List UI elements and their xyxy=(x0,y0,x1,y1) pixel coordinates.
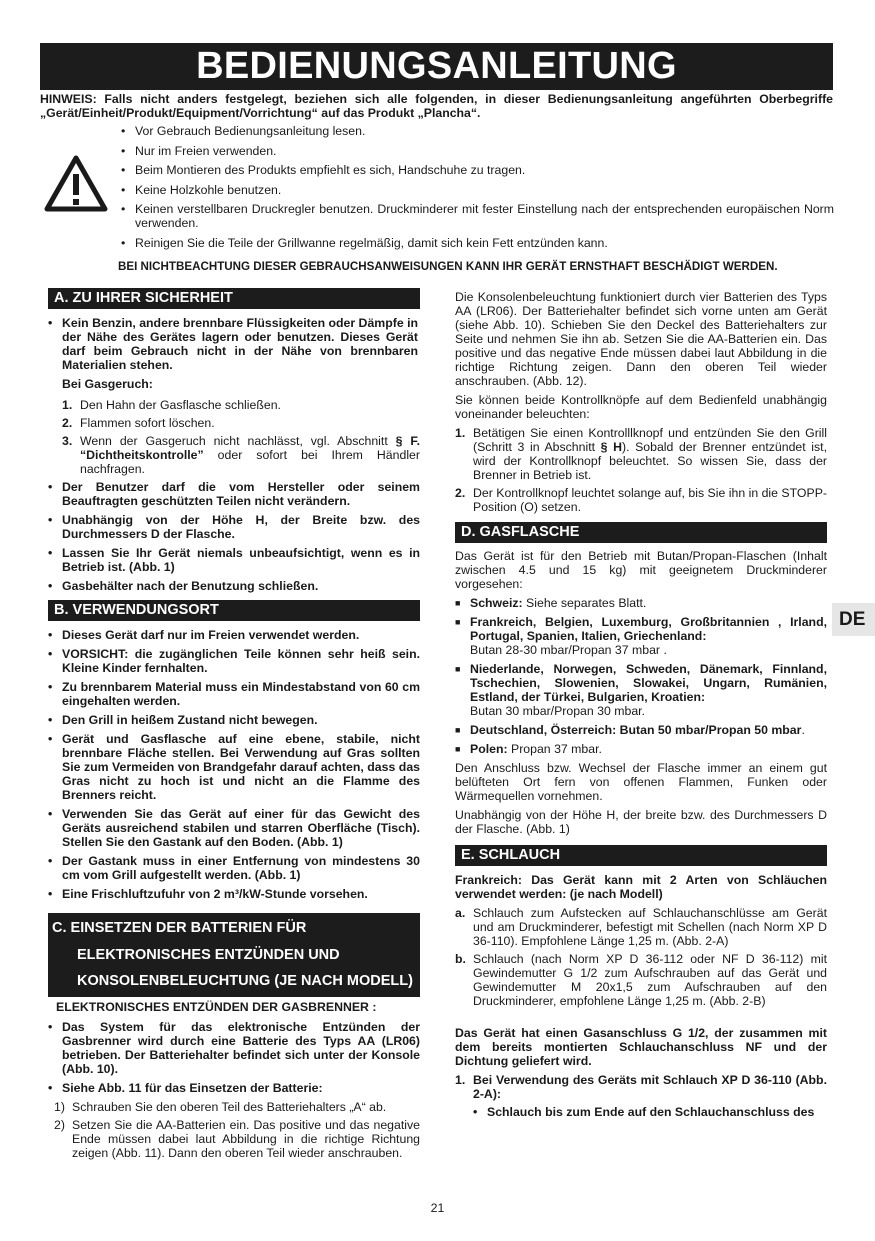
caution-text: : die zugänglichen Teile können sehr heiß sein. Kleine Kinder fernhalten. xyxy=(62,647,420,675)
page-title: BEDIENUNGSANLEITUNG xyxy=(40,43,833,90)
section-c-heading-line: KONSOLENBELEUCHTUNG (JE NACH MODELL) xyxy=(77,973,413,989)
section-reference: § F. “Dichtheitskontrolle” xyxy=(80,434,420,462)
gas-connection-paragraph: Das Gerät hat einen Gasanschluss G 1/2, der zusammen mit dem bereits montierten Schlauchanschluss NF und der Dichtung geliefert wird. xyxy=(455,1026,827,1068)
warning-triangle-icon xyxy=(44,154,108,214)
list-item: • Der Gastank muss in einer Entfernung von mindestens 30 cm vom Grill aufgestellt werden. (Abb. 1) xyxy=(48,854,420,882)
country-item xyxy=(455,596,827,610)
list-item xyxy=(455,906,827,948)
right-column xyxy=(455,290,827,1124)
country-item xyxy=(455,742,827,756)
list-item: • Verwenden Sie das Gerät auf einer für das Gewicht des Geräts ausreichend stabilen und starren Oberfläche (Tisch). Stellen Sie den Gastank auf den Boden. (Abb. 1) xyxy=(48,807,420,849)
country-item xyxy=(455,615,827,657)
list-item xyxy=(455,1073,827,1101)
country-detail: Butan 30 mbar/Propan 30 mbar. xyxy=(470,704,645,718)
gas-smell-label: Bei Gasgeruch: xyxy=(62,377,153,391)
step-number: 3. xyxy=(62,434,73,448)
step-text: Setzen Sie die AA-Batterien ein. Das positive und das negative Ende müssen dabei laut Abbildung in die richtige Richtung zeigen (Abb. 11). Dann den oberen Teil wieder anschrauben. xyxy=(72,1117,420,1160)
intro-bullet: • Nur im Freien verwenden. xyxy=(118,144,834,158)
list-item: • Den Grill in heißem Zustand nicht bewegen. xyxy=(48,713,420,727)
section-a-heading: A. ZU IHRER SICHERHEIT xyxy=(48,288,420,309)
notice-text: HINWEIS: Falls nicht anders festgelegt, beziehen sich alle folgenden, in dieser Bedienungsanleitung angeführten Oberbegriffe „Gerät/Einheit/Produkt/Equipment/Vorrichtung“ auf das Produkt „Plancha“. xyxy=(40,92,833,120)
section-c-heading-line: C. EINSETZEN DER BATTERIEN FÜR xyxy=(52,920,307,936)
step-text: Der Kontrollknopf leuchtet solange auf, bis Sie ihn in die STOPP-Position (O) setzen. xyxy=(473,486,827,514)
caution-label: VORSICHT xyxy=(62,647,125,661)
list-item: • Schlauch bis zum Ende auf den Schlauchanschluss des xyxy=(473,1105,827,1119)
country-label: ■ Frankreich, Belgien, Luxemburg, Großbritannien , Irland, Portugal, Spanien, Italien, Griechenland: xyxy=(470,615,827,643)
intro-bullet: • Vor Gebrauch Bedienungsanleitung lesen. xyxy=(118,124,834,138)
intro-bullet-list xyxy=(118,124,834,255)
country-detail: Siehe separates Blatt. xyxy=(522,596,647,610)
list-item xyxy=(54,1100,420,1114)
section-reference: § H xyxy=(600,440,622,454)
list-item: • Kein Benzin, andere brennbare Flüssigkeiten oder Dämpfe in der Nähe des Gerätes lagern oder benutzen. Dieses Gerät darf beim Gebrauch nicht in der Nähe von brennbaren Materialien stehen. xyxy=(48,316,420,372)
list-item: • Lassen Sie Ihr Gerät niemals unbeaufsichtigt, wenn es in Betrieb ist. (Abb. 1) xyxy=(48,546,420,574)
list-item: • Der Benutzer darf die vom Hersteller oder seinem Beauftragten geschützten Teilen nicht verändern. xyxy=(48,480,420,508)
country-detail: Propan 37 mbar. xyxy=(507,742,602,756)
list-item: • Unabhängig von der Höhe H, der Breite bzw. des Durchmessers D der Flasche. xyxy=(48,513,420,541)
step-text: Flammen sofort löschen. xyxy=(80,416,215,430)
section-c-heading xyxy=(48,913,420,997)
intro-bullet: • Keine Holzkohle benutzen. xyxy=(118,183,834,197)
step-number: 2) xyxy=(54,1117,65,1132)
list-item xyxy=(62,398,420,412)
intro-bullet: • Keinen verstellbaren Druckregler benutzen. Druckminderer mit fester Einstellung nach der entsprechenden europäischen Norm verwenden. xyxy=(118,202,834,230)
intro-warning: BEI NICHTBEACHTUNG DIESER GEBRAUCHSANWEISUNGEN KANN IHR GERÄT ERNSTHAFT BESCHÄDIGT WERDEN. xyxy=(118,260,778,273)
list-item xyxy=(455,486,827,514)
list-item xyxy=(455,952,827,1008)
country-label: Polen: xyxy=(470,742,508,756)
step-text: Schrauben Sie den oberen Teil des Batteriehalters „A“ ab. xyxy=(72,1099,387,1114)
list-item xyxy=(455,426,827,482)
country-label: ■ Niederlande, Norwegen, Schweden, Dänemark, Finnland, Tschechien, Slowenien, Slowakei, Ungarn, Rumänien, Estland, der Türkei, Bulgarien, Kroatien: xyxy=(470,662,827,704)
list-item: • Zu brennbarem Material muss ein Mindestabstand von 60 cm eingehalten werden. xyxy=(48,680,420,708)
country-label: Deutschland, Österreich: Butan 50 mbar/Propan 50 mbar xyxy=(470,723,802,737)
country-detail: . xyxy=(801,723,805,737)
country-detail: Butan 28-30 mbar/Propan 37 mbar . xyxy=(470,643,667,657)
hose-intro: Frankreich: Das Gerät kann mit 2 Arten von Schläuchen verwendet werden: (je nach Modell) xyxy=(455,873,827,901)
list-item: • Gerät und Gasflasche auf eine ebene, stabile, nicht brennbare Fläche stellen. Bei Verwendung auf Gras sollten Sie zum Vermeiden von Brandgefahr darauf achten, dass das Gras nicht zu hoch ist und nicht an die Flamme des Brenners reicht. xyxy=(48,732,420,802)
list-item xyxy=(62,434,420,476)
step-text: oder sofort bei Ihrem Händler nachfragen. xyxy=(80,448,420,476)
country-item xyxy=(455,662,827,718)
list-item: • Dieses Gerät darf nur im Freien verwendet werden. xyxy=(48,628,420,642)
intro-bullet: • Beim Montieren des Produkts empfiehlt es sich, Handschuhe zu tragen. xyxy=(118,163,834,177)
section-b-heading: B. VERWENDUNGSORT xyxy=(48,600,420,621)
list-item xyxy=(54,1118,420,1160)
list-item: • Das System für das elektronische Entzünden der Gasbrenner wird durch eine Batterie des Typs AA (LR06) betrieben. Der Batteriehalter befindet sich unter der Konsole (Abb. 10). xyxy=(48,1020,420,1076)
cylinder-size-paragraph: Unabhängig von der Höhe H, der breite bzw. des Durchmessers D der Flasche. (Abb. 1) xyxy=(455,808,827,836)
country-item xyxy=(455,723,827,737)
knobs-paragraph: Sie können beide Kontrollknöpfe auf dem Bedienfeld unabhängig voneinander beleuchten: xyxy=(455,393,827,421)
step-text: ). Sobald der Brenner entzündet ist, wird der Kontrollknopf beleuchtet. So wissen Sie, dass der Brenner in Betrieb ist. xyxy=(473,440,827,482)
list-item xyxy=(48,647,420,675)
step-number: 1) xyxy=(54,1099,65,1114)
step-number: 2. xyxy=(455,486,466,500)
section-c-heading-line: ELEKTRONISCHES ENTZÜNDEN UND xyxy=(77,946,340,963)
item-text: Schlauch (nach Norm XP D 36-112 oder NF D 36-112) mit Gewindemutter G 1/2 zum Aufschrauben auf das Gerät und Gewindemutter M 20x1,5 zum Aufschrauben auf den Druckminderer, empfohlene Länge 1,25 m. (Abb. 2-B) xyxy=(473,952,827,1008)
list-item: • Siehe Abb. 11 für das Einsetzen der Batterie: xyxy=(48,1081,420,1095)
section-c-subheading: ELEKTRONISCHES ENTZÜNDEN DER GASBRENNER : xyxy=(56,999,377,1014)
intro-bullet: • Reinigen Sie die Teile der Grillwanne regelmäßig, damit sich kein Fett entzünden kann. xyxy=(118,236,834,250)
section-d-heading: D. GASFLASCHE xyxy=(455,522,827,543)
step-text: Wenn der Gasgeruch nicht nachlässt, vgl. Abschnitt xyxy=(80,434,396,448)
country-label: Schweiz: xyxy=(470,596,523,610)
step-number: 2. xyxy=(62,416,73,430)
step-number: 1. xyxy=(455,1073,466,1087)
step-number: 1. xyxy=(455,426,466,440)
list-item: • Eine Frischluftzufuhr von 2 m³/kW-Stunde vorsehen. xyxy=(48,887,420,901)
item-text: Schlauch zum Aufstecken auf Schlauchanschlüsse am Gerät und am Druckminderer, befestigt mit Schellen (nach Norm XP D 36-110). Empfohlene Länge 1,25 m. (Abb. 2-A) xyxy=(473,906,827,948)
list-item xyxy=(62,416,420,430)
step-text: Betätigen Sie einen Kontrolllknopf und entzünden Sie den Grill (Schritt 3 in Abschnitt xyxy=(473,426,827,454)
list-item: • Gasbehälter nach der Benutzung schließen. xyxy=(48,579,420,593)
gas-cylinder-intro: Das Gerät ist für den Betrieb mit Butan/Propan-Flaschen (Inhalt zwischen 4.5 und 15 kg) mit geeignetem Druckminderer vorgesehen: xyxy=(455,549,827,591)
left-column xyxy=(48,288,420,1164)
cylinder-change-paragraph: Den Anschluss bzw. Wechsel der Flasche immer an einem gut belüfteten Ort fern von offenen Flammen, Funken oder Wärmequellen vornehmen. xyxy=(455,761,827,803)
section-e-heading: E. SCHLAUCH xyxy=(455,845,827,866)
language-tab: DE xyxy=(832,603,875,636)
console-lighting-paragraph: Die Konsolenbeleuchtung funktioniert durch vier Batterien des Typs AA (LR06). Der Batteriehalter befindet sich vorne unten am Gerät (siehe Abb. 10). Schieben Sie den Deckel des Batteriehalters zur Seite und nehmen Sie ihn ab. Setzen Sie die AA-Batterien ein. Das positive und das negative Ende müssen dabei laut Abbildung in die richtige Richtung zeigen. Dann den oberen Teil wieder anschrauben. (Abb. 12). xyxy=(455,290,827,388)
page-number: 21 xyxy=(430,1201,445,1215)
step-text: Bei Verwendung des Geräts mit Schlauch XP D 36-110 (Abb. 2-A): xyxy=(473,1073,827,1101)
item-letter: b. xyxy=(455,952,466,966)
step-text: Den Hahn der Gasflasche schließen. xyxy=(80,398,281,412)
item-letter: a. xyxy=(455,906,466,920)
step-number: 1. xyxy=(62,398,73,412)
